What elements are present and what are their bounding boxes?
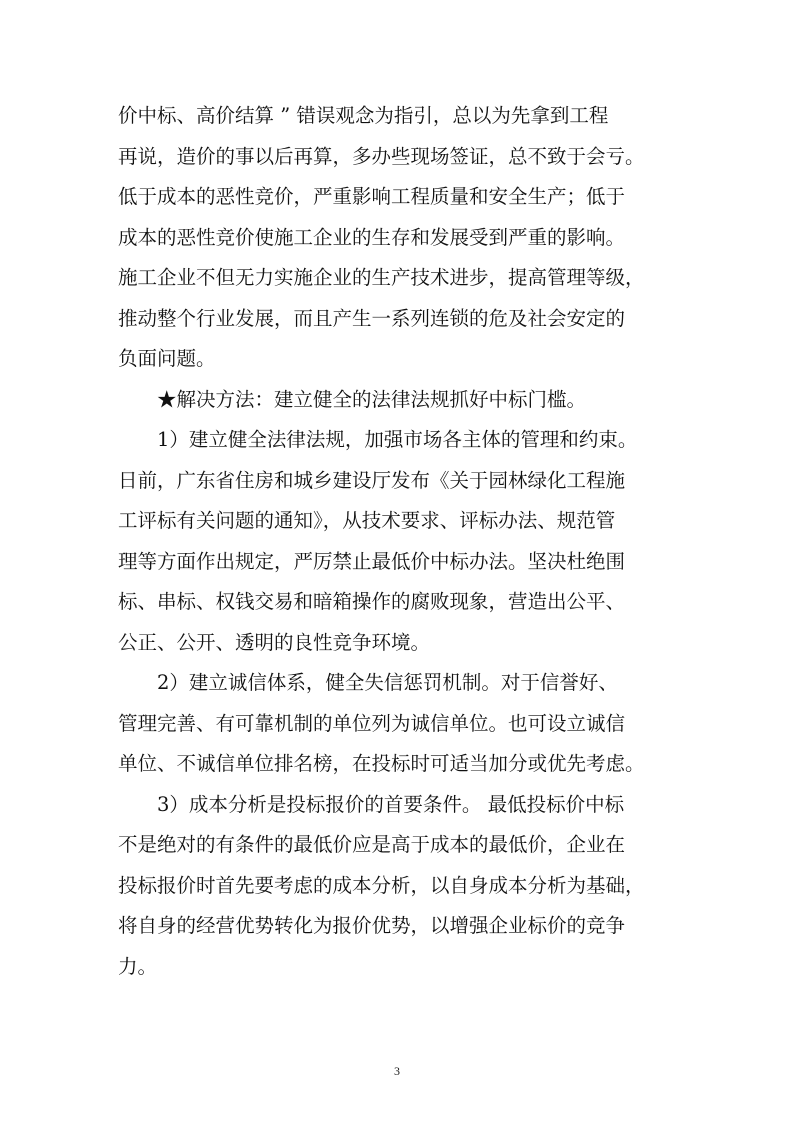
- text-line: 力。: [118, 954, 158, 978]
- text-line: 推动整个行业发展，而且产生一系列连锁的危及社会安定的: [118, 306, 626, 330]
- document-body: [118, 96, 676, 987]
- text-line: 日前，广东省住房和城乡建设厅发布《关于园林绿化工程施: [118, 468, 626, 492]
- text-line: 投标报价时首先要考虑的成本分析，以自身成本分析为基础，: [118, 873, 645, 897]
- item-2-line: 2）建立诚信体系，健全失信惩罚机制。对于信誉好、: [157, 671, 618, 694]
- text-line: 工评标有关问题的通知》，从技术要求、评标办法、规范管: [118, 509, 616, 532]
- text-line: 再说，造价的事以后再算，多办些现场签证，总不致于会亏。: [118, 144, 645, 168]
- text-line: 施工企业不但无力实施企业的生产技术进步，提高管理等级，: [118, 266, 645, 289]
- text-line: 理等方面作出规定，严厉禁止最低价中标办法。坚决杜绝围: [118, 549, 626, 573]
- text-line: 低于成本的恶性竞价，严重影响工程质量和安全生产；低于: [118, 185, 626, 208]
- text-line: 标、串标、权钱交易和暗箱操作的腐败现象，营造出公平、: [118, 590, 626, 613]
- text-line: 公正、公开、透明的良性竞争环境。: [118, 630, 431, 654]
- text-line: 将自身的经营优势转化为报价优势，以增强企业标价的竞争: [118, 914, 626, 937]
- item-3-line: 3）成本分析是投标报价的首要条件。 最低投标价中标: [157, 792, 625, 816]
- text-line: 单位、不诚信单位排名榜，在投标时可适当加分或优先考虑。: [118, 752, 645, 775]
- text-line: 负面问题。: [118, 347, 216, 370]
- item-1-line: 1）建立健全法律法规，加强市场各主体的管理和约束。: [157, 428, 638, 451]
- text-line: 管理完善、有可靠机制的单位列为诚信单位。也可设立诚信: [118, 711, 626, 735]
- text-line: 成本的恶性竞价使施工企业的生存和发展受到严重的影响。: [118, 225, 626, 249]
- text-line: 价中标、高价结算 ” 错误观念为指引，总以为先拿到工程: [118, 104, 609, 127]
- page-number: 3: [394, 1064, 400, 1078]
- solution-heading: ★解决方法：建立健全的法律法规抓好中标门槛。: [157, 387, 587, 411]
- text-line: 不是绝对的有条件的最低价应是高于成本的最低价，企业在: [118, 833, 626, 856]
